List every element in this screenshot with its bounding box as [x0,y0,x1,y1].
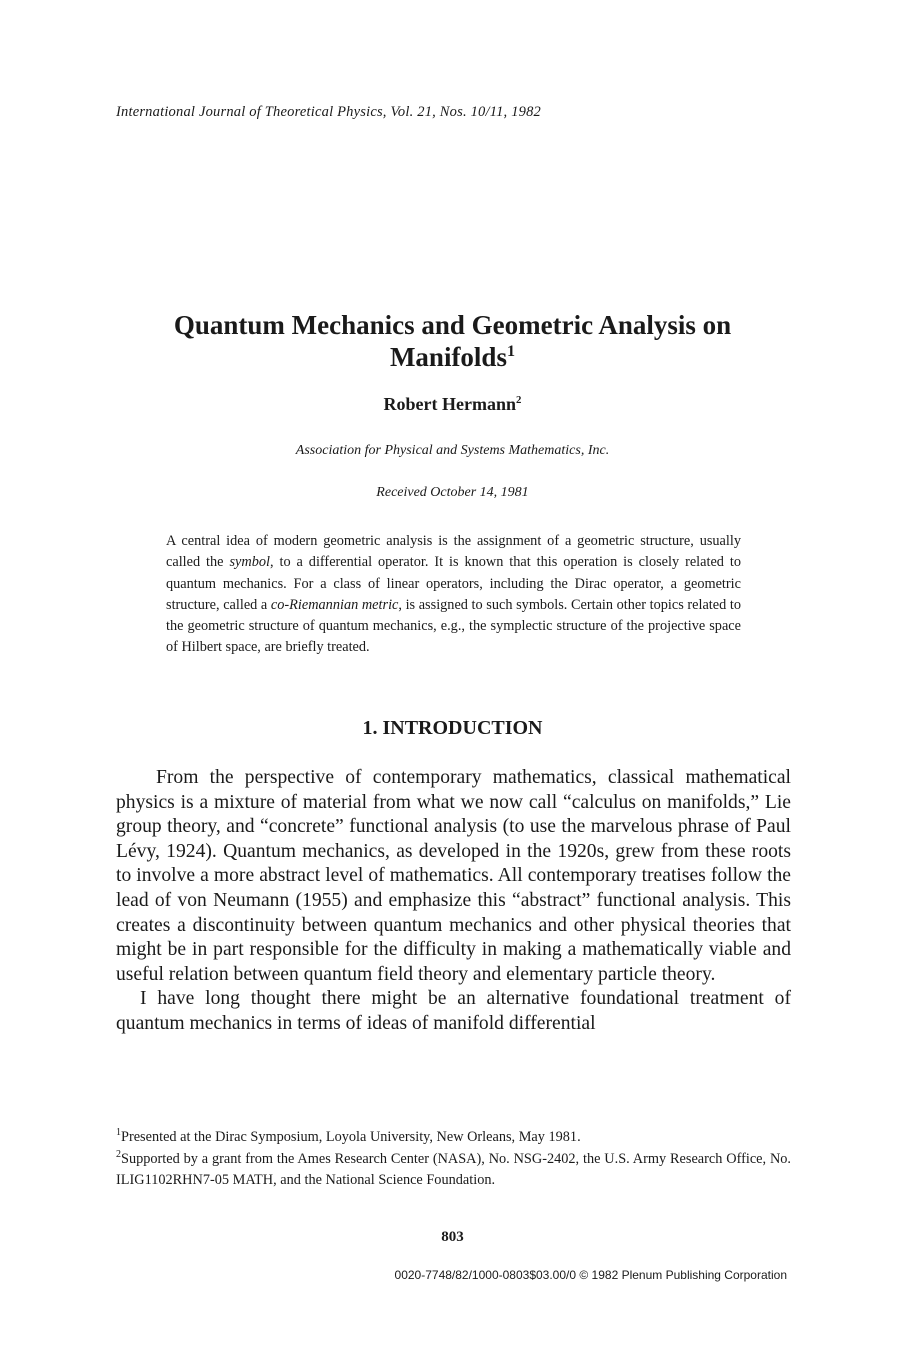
publisher-imprint: 0020-7748/82/1000-0803$03.00/0 © 1982 Plenum Publishing Corporation [394,1268,787,1282]
section-heading-introduction: 1. INTRODUCTION [362,717,543,739]
abstract [166,531,741,659]
footnote-2 [116,1149,791,1191]
footnote-1-marker: 1 [116,1127,121,1139]
author [120,394,785,415]
abstract-term-symbol: symbol [229,554,270,571]
introduction-paragraph-1: From the perspective of contemporary mathematics, classical mathematical physics is a mixture of material from what we now call “calculus on manifolds,” Lie group theory, and “concrete” functional analysis (to use the marvelous phrase of Paul Lévy, 1924). Quantum mechanics, as developed in the 1920s, grew from these roots to involve a more abstract level of mathematics. All contemporary treatises follow the lead of von Neumann (1955) and emphasize this “abstract” functional analysis. This creates a discontinuity between quantum mechanics and other physical theories that might be in part responsible for the difficulty in making a mathematically viable and useful relation between quantum field theory and elementary particle theory. [116,767,791,985]
page-number: 803 [441,1229,464,1245]
abstract-term-co-riemannian-metric: co-Riemannian metric [270,596,399,613]
author-name: Robert Hermann [383,394,517,414]
footnote-2-marker: 2 [116,1149,121,1161]
abstract-text-2: , to a differential operator. It is known that this operation is closely related to quantum mechanics. For a class of linear operators, including the Dirac operator, a geometric structure, called a [166,554,742,613]
author-footnote-marker: 2 [516,394,522,406]
running-head: International Journal of Theoretical Physics, Vol. 21, Nos. 10/11, 1982 [116,104,542,120]
footnotes [116,1127,791,1192]
abstract-text-3: , is assigned to such symbols. Certain other topics related to the geometric structure of quantum mechanics, e.g., the symplectic structure of the projective space of Hilbert space, are briefly treated. [166,596,741,656]
introduction-body [116,766,791,1037]
abstract-text-1: A central idea of modern geometric analysis is the assignment of a geometric structure, usually called the [166,533,741,571]
footnote-1 [116,1127,791,1148]
footnote-1-text: Presented at the Dirac Symposium, Loyola University, New Orleans, May 1981. [121,1129,581,1145]
affiliation: Association for Physical and Systems Mathematics, Inc. [295,443,610,458]
article-title [120,309,785,373]
title-footnote-marker: 1 [506,342,516,360]
footnote-2-text: Supported by a grant from the Ames Research Center (NASA), No. NSG-2402, the U.S. Army Research Office, No. ILIG1102RHN7-05 MATH, and the National Science Foundation. [116,1151,791,1188]
introduction-paragraph-2: I have long thought there might be an alternative foundational treatment of quantum mechanics in terms of ideas of manifold differential [116,988,791,1034]
received-date: Received October 14, 1981 [376,485,529,500]
article-title-text: Quantum Mechanics and Geometric Analysis on Manifolds [173,310,732,372]
